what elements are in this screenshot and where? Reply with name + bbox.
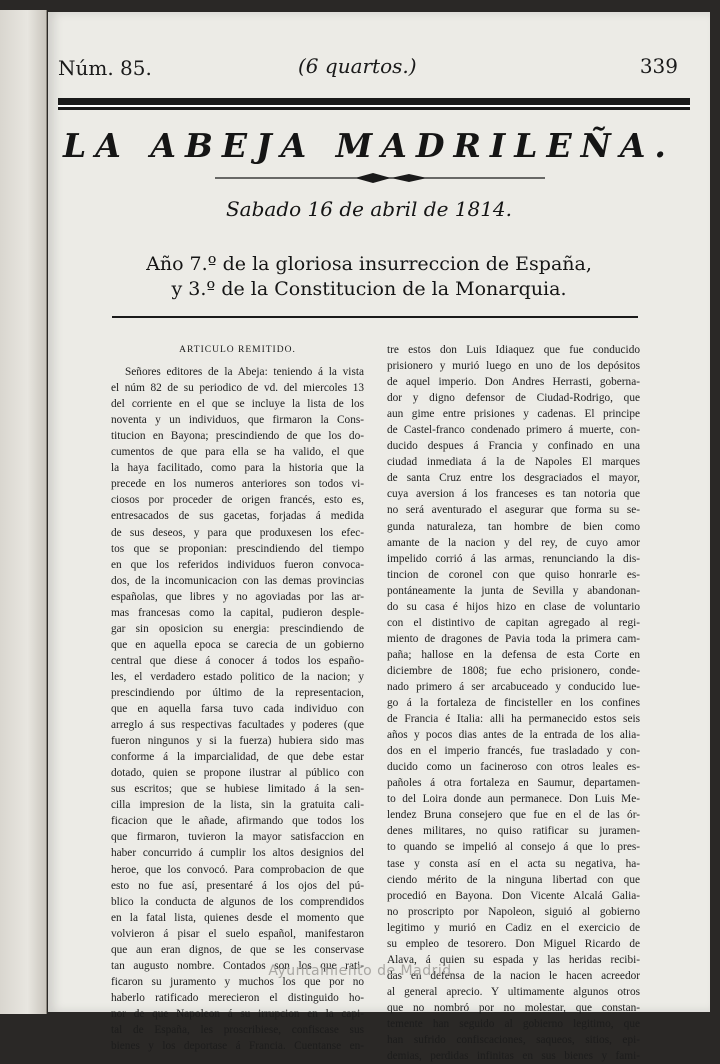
text-line: de santa Cruz entre los desgraciados el mayor,: [387, 472, 640, 485]
text-line: sus escritos; que se hubiese limitado á la sen-: [111, 783, 364, 796]
text-line: de aquel imperio. Don Andres Herrasti, goberna-: [387, 376, 640, 389]
subtitle-line-2: y 3.º de la Constitucion de la Monarquia.: [171, 278, 567, 300]
text-line: cilla impresion de la lista, sin la gratuita cali-: [111, 799, 364, 812]
text-line: amante de la nacion y del rey, de cuyo amor: [387, 536, 640, 549]
text-line: do su casa é hijos hizo en clase de voluntario: [387, 600, 640, 613]
text-line: diciembre de 1808; fue echo prisionero, conde-: [387, 664, 640, 677]
page-header: [58, 52, 678, 86]
text-line: en que los referidos individuos fueron convoca-: [111, 558, 364, 571]
text-line: de Francia é Italia: alli ha permanecido estos seis: [387, 713, 640, 726]
issue-number: Núm. 85.: [58, 56, 152, 80]
masthead-title: LA ABEJA MADRILEÑA.: [63, 126, 675, 165]
page-number: 339: [639, 54, 678, 78]
text-line: tase y consta así en el acta su negativa, ha-: [387, 857, 640, 870]
article-column-right: [387, 342, 640, 1064]
right-column-text: [387, 342, 640, 1064]
text-line: pontáneamente la junta de Sevilla y abandonan-: [387, 584, 640, 597]
text-line: han sufrido confiscaciones, saqueos, sitios, epi-: [387, 1034, 640, 1047]
text-line: Alava, á quien su espada y las heridas recibi-: [387, 953, 640, 966]
text-line: central que diese á conocer á todos los españo-: [111, 654, 364, 667]
text-line: ciendo mérito de la ninguna libertad con que: [387, 873, 640, 886]
text-line: das en defensa de la nacion le hacen acreedor: [387, 969, 640, 982]
text-line: bienes y los deportase á Francia. Cuentanse en-: [111, 1040, 364, 1053]
text-line: denes militares, no quiso ratificar su juramen-: [387, 825, 640, 838]
text-line: prescindiendo por último de la representacion,: [111, 686, 364, 699]
text-line: nor de que Napoleon á su irrupcion en la capi-: [111, 1007, 364, 1020]
text-line: ducido como un facineroso con otros leales es-: [387, 761, 640, 774]
text-line: go á la fortaleza de fincisteller en los confines: [387, 697, 640, 710]
subtitle: [48, 252, 690, 302]
text-line: titucion en Bayona; prescindiendo de que los do-: [111, 430, 364, 443]
ornament-divider-icon: [215, 171, 545, 185]
text-line: lendez Bruna consejero que fue en el de las ór-: [387, 809, 640, 822]
text-line: pañoles á otra fortaleza en Saumur, departamen-: [387, 777, 640, 790]
text-line: les, el verdadero estado politico de la nacion; y: [111, 670, 364, 683]
text-line: gunda naturaleza, tan hombre de bien como: [387, 520, 640, 533]
section-rule: [112, 316, 638, 318]
text-line: demias, perdidas infinitas en sus bienes y fami-: [387, 1050, 640, 1063]
text-line: ciudad inmediata á la de Napoles El marques: [387, 456, 640, 469]
text-line: temente han seguido al gobierno legitimo, que: [387, 1017, 640, 1030]
subtitle-line-1: Año 7.º de la gloriosa insurreccion de España,: [146, 253, 592, 275]
text-line: conforme á la imparcialidad, de que debe estar: [111, 751, 364, 764]
text-line: el núm 82 de su periodico de vd. del miercoles 13: [111, 382, 364, 395]
text-line: españolas, que libres y no agoviadas por las ar-: [111, 590, 364, 603]
issue-date: Sabado 16 de abril de 1814.: [225, 197, 513, 221]
text-line: con el distintivo de capitan agregado al regi-: [387, 616, 640, 629]
text-line: ficaron su juramento y muchos los que por no: [111, 975, 364, 988]
text-line: del corriente en el que se incluye la lista de los: [111, 398, 364, 411]
text-line: noventa y un individuos, que firmaron la Cons-: [111, 414, 364, 427]
text-line: dotado, quien se propone ilustrar al público con: [111, 767, 364, 780]
text-line: entresacados de sus gacetas, forjadas á medida: [111, 510, 364, 523]
text-line: años y pocos dias antes de la entrada de los alia-: [387, 729, 640, 742]
text-line: volvieron á pisar el suelo español, manifestaron: [111, 927, 364, 940]
text-line: paña; hallose en la defensa de esta Corte en: [387, 648, 640, 661]
text-line: gar sin oposicion su energia: prescindiendo de: [111, 622, 364, 635]
text-line: procedió en Bayona. Don Vicente Alcalá Galia-: [387, 889, 640, 902]
issue-price: (6 quartos.): [298, 54, 417, 78]
text-line: nado primero á ser arcabuceado y conducido lue-: [387, 680, 640, 693]
text-line: que no nombró por no molestar, que constan-: [387, 1001, 640, 1014]
text-line: heroe, que los convocó. Para comprobacion de que: [111, 863, 364, 876]
text-line: arreglo á sus respectivas facultades y poderes (que: [111, 719, 364, 732]
text-line: cuya aversion á los franceses es tan notoria que: [387, 488, 640, 501]
text-line: al general aprecio. Y ultimamente algunos otros: [387, 985, 640, 998]
text-line: dor y digno defensor de Ciudad-Rodrigo, que: [387, 392, 640, 405]
text-line: esto no fue así, presentaré á los ojos del pú-: [111, 879, 364, 892]
text-line: no proscripto por Napoleon, siguió al gobierno: [387, 905, 640, 918]
text-line: to del Loira donde aun permanece. Don Luis Me-: [387, 793, 640, 806]
left-column-text: [111, 364, 364, 1054]
text-line: tos que se proponian: prescindiendo del tiempo: [111, 542, 364, 555]
article-column-left: [111, 342, 364, 1054]
text-line: ficacion que le añade, afirmando que todos los: [111, 815, 364, 828]
text-line: miento de dragones de Pavia toda la primera cam-: [387, 632, 640, 645]
text-line: cumentos de que para ella se ha valido, el que: [111, 446, 364, 459]
text-line: que en aquella epoca se carecia de un gobierno: [111, 638, 364, 651]
header-rule: [58, 98, 690, 107]
left-page-edge: [0, 10, 47, 1014]
text-line: que en aquella farsa tuvo cada individuo con: [111, 703, 364, 716]
watermark: Ayuntamiento de Madrid: [268, 963, 452, 979]
text-line: ciosos por proceder de origen francés, esto es,: [111, 494, 364, 507]
text-line: de Castel-franco condenado primero á muerte, con-: [387, 424, 640, 437]
text-line: que firmaron, tuvieron la mayor satisfaccion en: [111, 831, 364, 844]
text-line: no será aventurado el asegurar que forma su se-: [387, 504, 640, 517]
text-line: aun gime entre prisiones y cadenas. El principe: [387, 408, 640, 421]
text-line: de sus deseos, y para que produxesen los efec-: [111, 526, 364, 539]
text-line: tan augusto nombre. Contados son los que rati-: [111, 959, 364, 972]
text-line: mas francesas como la capital, pudieron desple-: [111, 606, 364, 619]
text-line: precede en los numeros anteriores son todos vi-: [111, 478, 364, 491]
text-line: su empleo de tesorero. Don Miguel Ricardo de: [387, 937, 640, 950]
text-line: haber concurrido á cumplir los altos designios del: [111, 847, 364, 860]
text-line: Señores editores de la Abeja: teniendo á la vista: [125, 366, 364, 379]
text-line: dos en el imperio francés, fue trasladado y con-: [387, 745, 640, 758]
text-line: que aun eran dignos, de que se les conservase: [111, 943, 364, 956]
article-heading: ARTICULO REMITIDO.: [179, 345, 296, 355]
text-line: to quando se impelió al consejo á que lo pres-: [387, 841, 640, 854]
text-line: fueron ningunos y si la fuerza) hubiera sido mas: [111, 735, 364, 748]
text-line: haberlo ratificado merecieron el distinguido ho-: [111, 991, 364, 1004]
text-line: impelido corrió á las armas, renunciando la dis-: [387, 552, 640, 565]
text-line: ducido despues á Francia y confinado en una: [387, 440, 640, 453]
text-line: en la fatal lista, quienes desde el momento que: [111, 911, 364, 924]
text-line: prisionero y murió luego en uno de los depósitos: [387, 360, 640, 373]
text-line: tincion de coronel con que quiso honrarle es-: [387, 568, 640, 581]
text-line: la haya facilitado, como para la historia que la: [111, 462, 364, 475]
text-line: tre estos don Luis Idiaquez que fue conducido: [387, 344, 640, 356]
text-line: legitimo y murió en Cadiz en el exercicio de: [387, 921, 640, 934]
text-line: blico la conducta de algunos de los comprendidos: [111, 895, 364, 908]
text-line: tal de España, les proscribiese, confiscase sus: [111, 1023, 364, 1036]
text-line: dos, de la incomunicacion con las demas provincias: [111, 574, 364, 587]
